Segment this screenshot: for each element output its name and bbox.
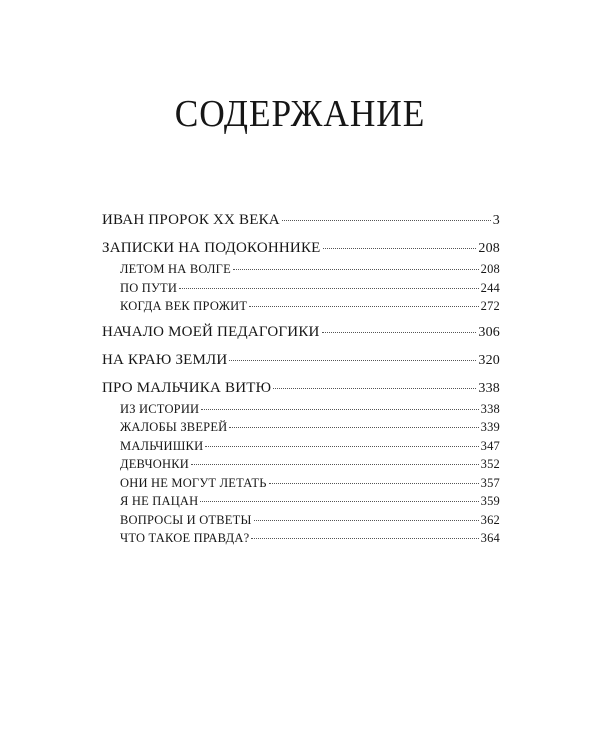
toc-subentry	[102, 474, 500, 493]
toc-entry-title: ЛЕТОМ НА ВОЛГЕ	[120, 262, 231, 276]
page-title: СОДЕРЖАНИЕ	[174, 93, 426, 135]
toc-entry	[102, 376, 500, 400]
toc-subentry	[102, 511, 500, 530]
toc-entry-page: 208	[478, 241, 500, 256]
toc-entry-page: 3	[492, 213, 500, 228]
toc-subentry	[102, 400, 500, 419]
dot-leader	[254, 520, 479, 521]
toc-entry-page: 338	[480, 401, 500, 416]
toc-subentry	[102, 492, 500, 511]
toc-entry-page: 364	[480, 531, 500, 545]
toc-subentry	[102, 279, 500, 298]
toc-subentry	[102, 418, 500, 437]
toc-entry-title: ВОПРОСЫ И ОТВЕТЫ	[120, 512, 252, 527]
toc-entry	[102, 208, 500, 232]
toc-subentry	[102, 437, 500, 456]
toc-entry-page: 357	[480, 475, 500, 490]
dot-leader	[201, 409, 478, 410]
toc-entry-page: 352	[480, 457, 500, 471]
toc-subentry	[102, 529, 500, 548]
toc-entry-title: ЗАПИСКИ НА ПОДОКОННИКЕ	[102, 240, 321, 256]
toc-entry-title: КОГДА ВЕК ПРОЖИТ	[120, 299, 248, 313]
dot-leader	[200, 501, 478, 502]
dot-leader	[273, 388, 476, 389]
toc-entry-title: НА КРАЮ ЗЕМЛИ	[102, 351, 228, 368]
dot-leader	[249, 306, 478, 307]
dot-leader	[229, 360, 476, 361]
toc-entry-page: 272	[480, 299, 500, 313]
dot-leader	[323, 248, 477, 249]
toc-entry-title: ПРО МАЛЬЧИКА ВИТЮ	[102, 379, 272, 396]
toc-subentry	[102, 455, 500, 474]
toc-entry-title: НАЧАЛО МОЕЙ ПЕДАГОГИКИ	[102, 323, 320, 340]
toc-entry-page: 359	[480, 494, 500, 508]
toc-entry-title: ДЕВЧОНКИ	[120, 457, 190, 471]
table-of-contents	[102, 208, 500, 548]
toc-entry	[102, 348, 500, 372]
toc-entry-page: 306	[478, 324, 500, 340]
toc-entry-page: 244	[480, 280, 500, 295]
dot-leader	[269, 483, 479, 484]
toc-entry-page: 362	[480, 512, 500, 527]
toc-entry-title: Я НЕ ПАЦАН	[120, 494, 199, 508]
toc-entry-page: 347	[480, 438, 500, 453]
toc-entry	[102, 320, 500, 344]
toc-subentry	[102, 260, 500, 279]
dot-leader	[179, 288, 479, 289]
toc-entry-title: ОНИ НЕ МОГУТ ЛЕТАТЬ	[120, 475, 267, 490]
toc-entry-title: ИЗ ИСТОРИИ	[120, 401, 200, 416]
toc-entry-page: 339	[480, 420, 500, 434]
dot-leader	[282, 220, 491, 221]
toc-entry-title: ЖАЛОБЫ ЗВЕРЕЙ	[120, 420, 228, 434]
toc-entry	[102, 236, 500, 260]
toc-entry-page: 208	[480, 262, 500, 276]
dot-leader	[191, 464, 479, 465]
toc-entry-title: МАЛЬЧИШКИ	[120, 438, 204, 453]
toc-entry-title: ЧТО ТАКОЕ ПРАВДА?	[120, 531, 250, 545]
dot-leader	[233, 269, 479, 270]
toc-entry-page: 320	[478, 352, 500, 368]
toc-entry-title: ИВАН ПРОРОК XX ВЕКА	[102, 212, 280, 228]
dot-leader	[251, 538, 478, 539]
toc-subentry	[102, 297, 500, 316]
dot-leader	[322, 332, 477, 333]
toc-entry-title: ПО ПУТИ	[120, 280, 178, 295]
toc-entry-page: 338	[478, 380, 500, 396]
dot-leader	[205, 446, 478, 447]
dot-leader	[229, 427, 478, 428]
